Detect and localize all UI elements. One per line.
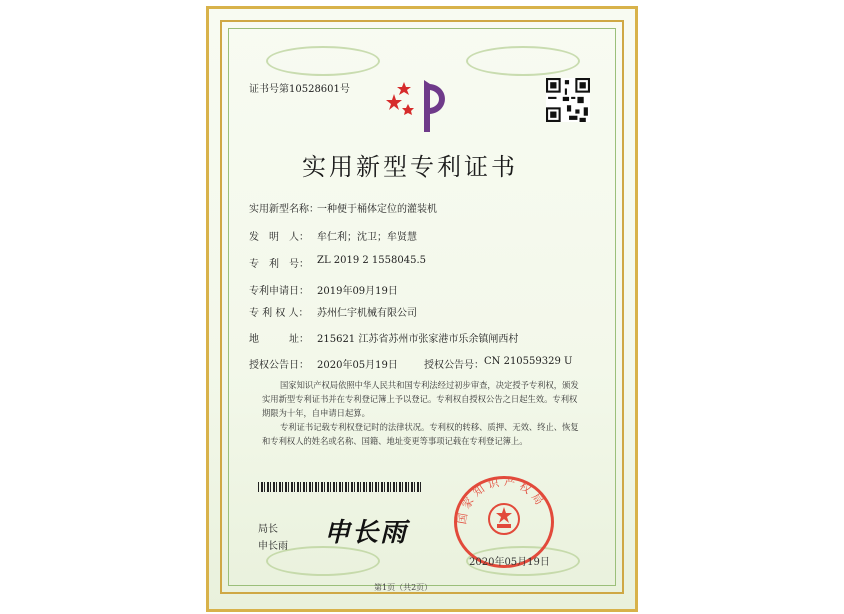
field-label: 专利申请日： [249, 286, 309, 297]
field-value: 一种便于桶体定位的灌装机 [317, 204, 437, 215]
vine-ornament [466, 46, 580, 76]
field-label: 实用新型名称： [249, 204, 319, 215]
patent-logo [386, 74, 456, 138]
vine-ornament [266, 46, 380, 76]
grant-number: CN 210559329 U [484, 356, 573, 367]
field-value: 苏州仁宇机械有限公司 [317, 308, 417, 319]
field-label: 发 明 人： [249, 232, 309, 243]
field-value: 2019年09月19日 [317, 286, 398, 297]
certificate-title: 实用新型专利证书 [302, 153, 518, 181]
field-label: 专 利 权 人： [249, 308, 309, 319]
statement-paragraph-2: 专利证书记载专利权登记时的法律状况。专利权的转移、质押、无效、终止、恢复和专利权人的姓名或名称、国籍、地址变更等事项记载在专利登记簿上。 [262, 422, 579, 446]
patent-certificate [206, 6, 638, 612]
field-label: 授权公告号： [424, 360, 484, 371]
field-label: 地 址： [249, 334, 309, 345]
page-footer: 第1页（共2页） [374, 583, 433, 592]
director-signature: 申长雨 [324, 518, 409, 548]
field-label: 授权公告日： [249, 360, 309, 371]
director-title: 局长 [258, 524, 278, 535]
barcode [258, 482, 422, 492]
statement-paragraph-1: 国家知识产权局依照中华人民共和国专利法经过初步审查，决定授予专利权，颁发实用新型专利证书并在专利登记簿上予以登记。专利权自授权公告之日起生效。专利权期限为十年，自申请日起算。 [262, 380, 579, 418]
field-label: 专 利 号： [249, 259, 309, 270]
seal-text: 国家知识产权局 [455, 476, 549, 526]
qr-code-icon [546, 78, 590, 122]
field-value: ZL 2019 2 1558045.5 [317, 255, 427, 266]
seal-date: 2020年05月19日 [469, 557, 550, 568]
certificate-number: 证书号第10528601号 [249, 84, 350, 95]
director-name: 申长雨 [258, 541, 288, 552]
grant-date: 2020年05月19日 [317, 360, 398, 371]
field-value: 215621 江苏省苏州市张家港市乐余镇闸西村 [317, 334, 519, 345]
national-emblem-icon [487, 502, 521, 536]
field-value: 牟仁利；沈卫；牟贤慧 [317, 232, 417, 243]
